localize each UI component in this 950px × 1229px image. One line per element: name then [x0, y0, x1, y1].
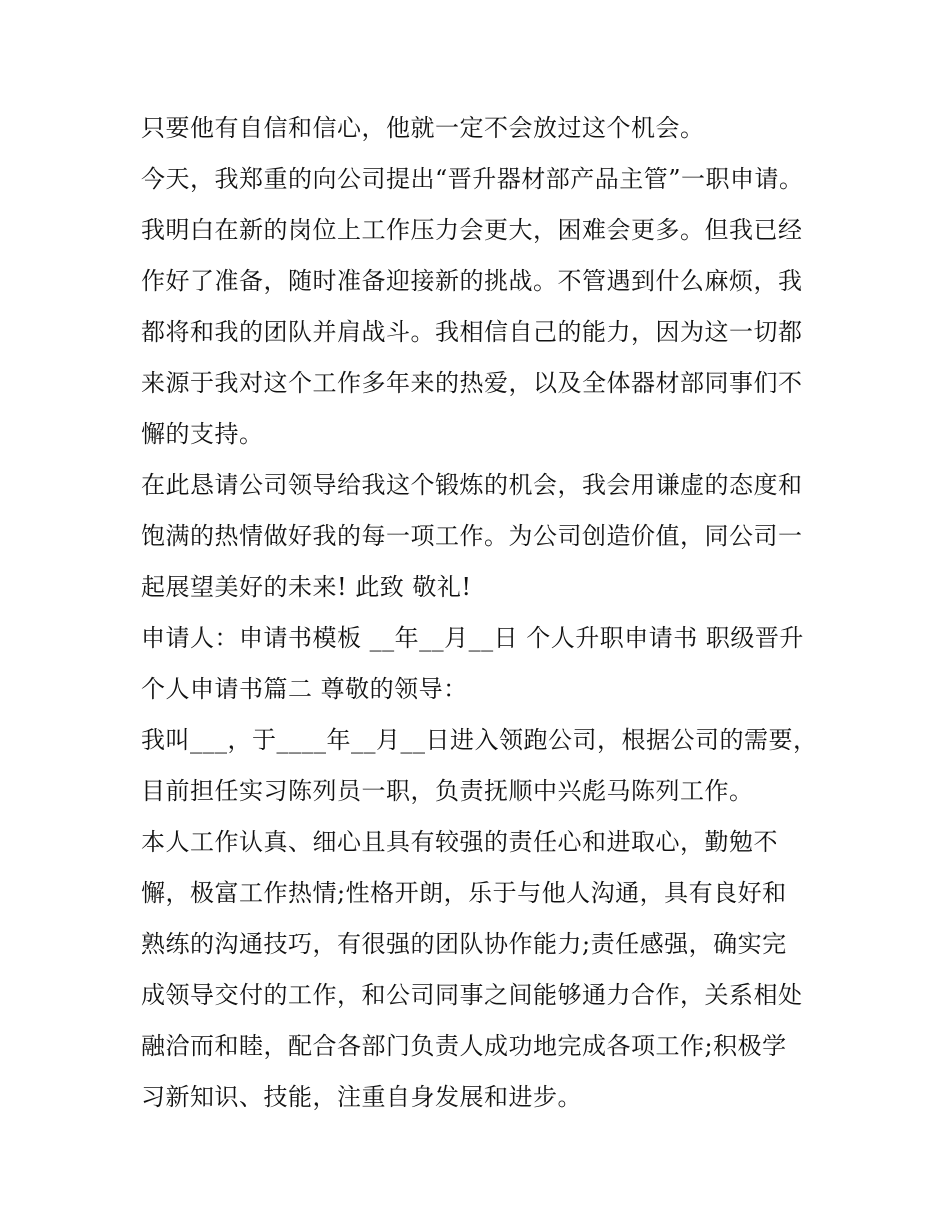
- text-line: 申请人：申请书模板 __年__月__日 个人升职申请书 职级晋升: [141, 624, 804, 652]
- text-line: 在此恳请公司领导给我这个锻炼的机会，我会用谦虚的态度和: [141, 471, 803, 499]
- text-line: 作好了准备，随时准备迎接新的挑战。不管遇到什么麻烦，我: [141, 267, 803, 295]
- text-line: 懈的支持。: [141, 420, 264, 448]
- text-line: 成领导交付的工作，和公司同事之间能够通力合作，关系相处: [141, 981, 803, 1009]
- text-line: 个人申请书篇二 尊敬的领导：: [141, 675, 468, 703]
- text-line: 都将和我的团队并肩战斗。我相信自己的能力，因为这一切都: [141, 318, 803, 346]
- text-line: 起展望美好的未来! 此致 敬礼!: [141, 573, 472, 601]
- text-line: 我叫___，于____年__月__日进入领跑公司，根据公司的需要，: [141, 726, 818, 754]
- text-line: 今天，我郑重的向公司提出“晋升器材部产品主管”一职申请。: [141, 165, 804, 193]
- text-line: 只要他有自信和信心，他就一定不会放过这个机会。: [141, 114, 705, 142]
- text-line: 融洽而和睦，配合各部门负责人成功地完成各项工作;积极学: [141, 1032, 787, 1060]
- text-line: 习新知识、技能，注重自身发展和进步。: [141, 1083, 582, 1111]
- text-line: 熟练的沟通技巧，有很强的团队协作能力;责任感强，确实完: [141, 930, 787, 958]
- text-line: 目前担任实习陈列员一职，负责抚顺中兴彪马陈列工作。: [141, 777, 754, 805]
- text-line: 懈，极富工作热情;性格开朗，乐于与他人沟通，具有良好和: [141, 879, 787, 907]
- text-line: 饱满的热情做好我的每一项工作。为公司创造价值，同公司一: [141, 522, 803, 550]
- text-line: 本人工作认真、细心且具有较强的责任心和进取心，勤勉不: [141, 828, 778, 856]
- text-line: 来源于我对这个工作多年来的热爱，以及全体器材部同事们不: [141, 369, 803, 397]
- text-line: 我明白在新的岗位上工作压力会更大，困难会更多。但我已经: [141, 216, 803, 244]
